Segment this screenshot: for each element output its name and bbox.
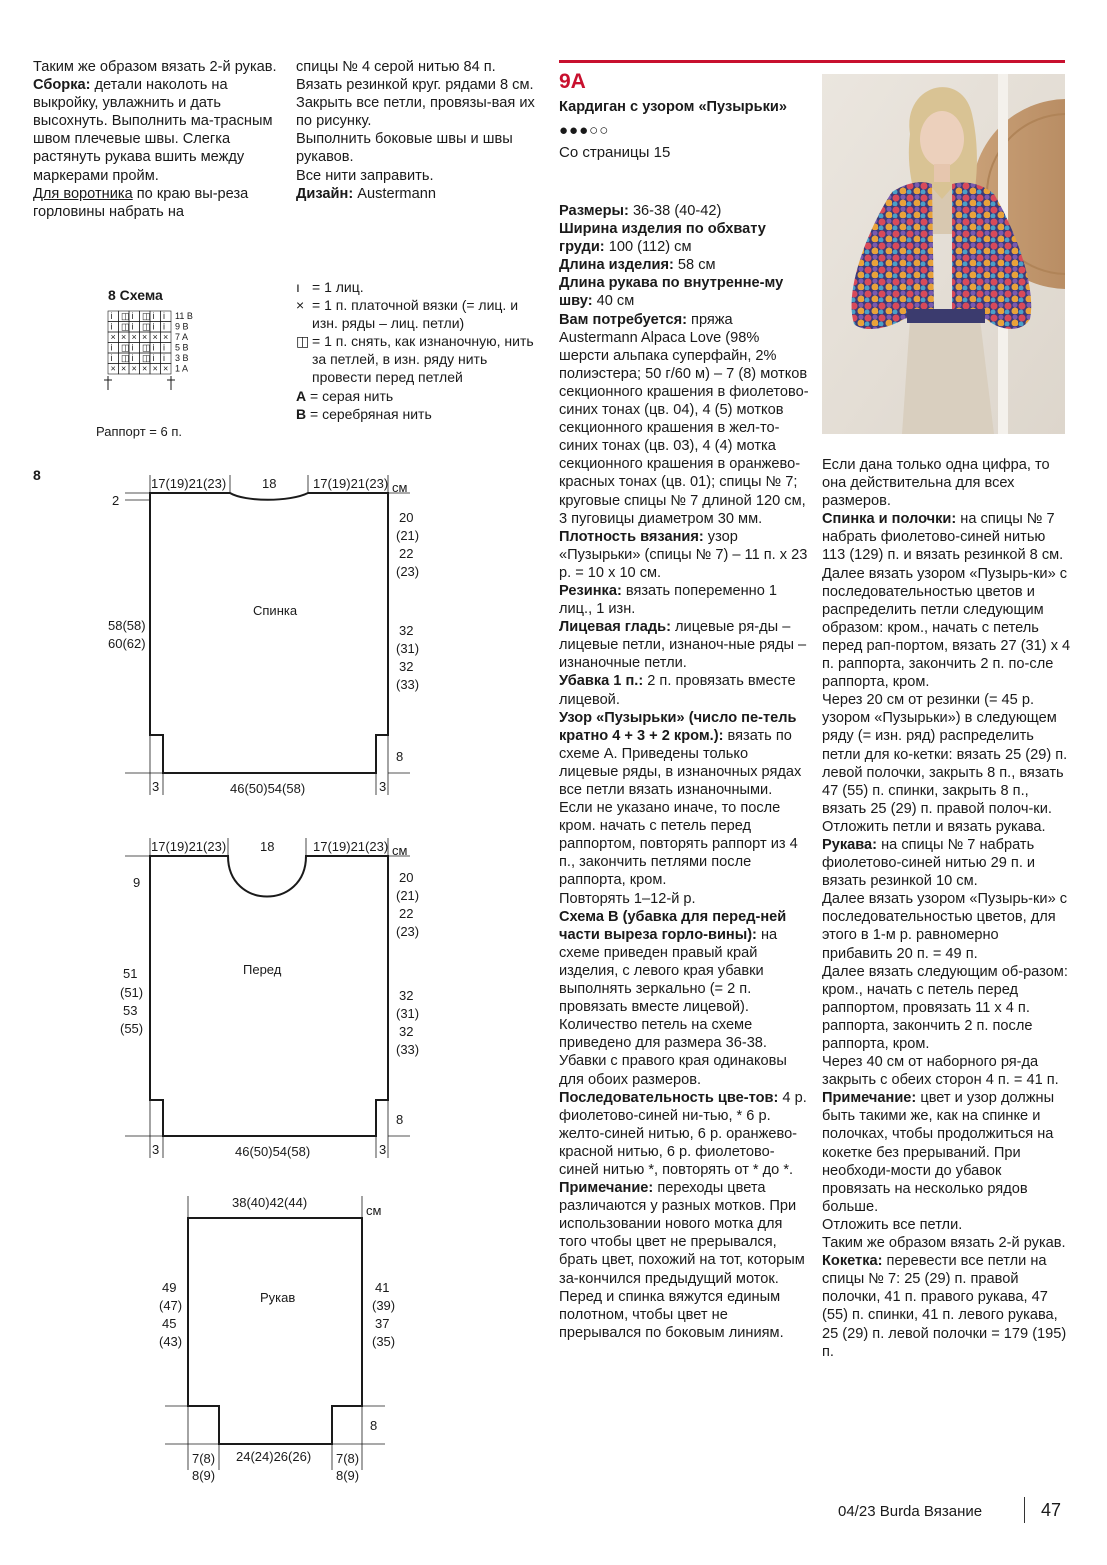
text: на схеме приведен правый край изделия, с левого края убавки выполнять зеркально (= 2 п. провязать вместе лицевой). Количество петель на схеме приведено для размера 36-38. Убавки с правого края одинаковы для обоих размеров.	[559, 926, 787, 1088]
front-height: 53	[123, 1003, 138, 1018]
label: Размеры:	[559, 203, 629, 219]
back-side: (31)	[396, 641, 420, 656]
text: по краю вы-реза горловины набрать на	[33, 185, 249, 220]
label: Длина рукава по внутренне-му шву:	[559, 275, 784, 310]
text-column-4	[822, 456, 1072, 1361]
text: вязать по схеме А. Приведены только лицевые ряды, в изнаночных рядах все петли вязать изнаночными. Если не указано иначе, то после кром. начать с петель перед раппортом, повторять раппорт из 4 п., закончить петлями после раппорта, кром.	[559, 727, 802, 889]
back-side: (33)	[396, 677, 420, 692]
text: Далее вязать узором «Пузырь-ки» с последовательностью цветов, для этого в 1-м р. равномерно прибавить 20 п. = 49 п.	[822, 891, 1068, 962]
chart-symbol: ◫	[142, 321, 151, 332]
paragraph	[822, 890, 1072, 962]
back-height: 60(62)	[108, 636, 146, 651]
article-number: 9A	[559, 70, 586, 93]
page-number: 47	[1041, 1500, 1062, 1520]
row-label: 7 A	[175, 332, 189, 342]
sleeve-length: (43)	[159, 1334, 183, 1349]
article-header	[559, 60, 809, 162]
label: Примечание:	[559, 1180, 654, 1197]
paragraph	[822, 836, 1072, 890]
paragraph	[559, 311, 809, 528]
paragraph	[559, 618, 809, 672]
paragraph	[559, 1089, 809, 1179]
legend-item	[296, 278, 546, 296]
paragraph	[559, 672, 809, 708]
sleeve-inseam: 37	[375, 1316, 390, 1331]
paragraph	[559, 908, 809, 1089]
back-side: 32	[399, 659, 414, 674]
legend-text: = серебряная нить	[310, 405, 432, 422]
text: Через 40 см от наборного ря-да закрыть с обеих сторон 4 п. = 41 п.	[822, 1054, 1059, 1089]
chart-symbol: ×	[121, 332, 127, 342]
front-neck-depth: 9	[133, 875, 141, 890]
paragraph	[559, 528, 809, 582]
front-side: 32	[399, 988, 414, 1003]
front-armhole: 20	[399, 870, 414, 885]
chart-symbol: i	[163, 311, 165, 321]
chart-symbol: ◫	[121, 311, 130, 321]
chart-legend	[296, 278, 546, 423]
paragraph	[296, 185, 546, 203]
footer-divider	[1024, 1497, 1025, 1523]
label: Ширина изделия по обхвату груди:	[559, 221, 766, 256]
front-side: (33)	[396, 1042, 420, 1057]
sleeve-bottom-right: 8(9)	[336, 1468, 360, 1483]
label: Рукава:	[822, 836, 878, 853]
knit-symbol: ı	[296, 279, 300, 295]
back-armhole: 20	[399, 510, 414, 525]
paragraph	[33, 76, 283, 185]
front-bottom-width: 46(50)54(58)	[235, 1144, 311, 1159]
magazine-name: Burda Вязание	[879, 1503, 983, 1520]
front-side: 32	[399, 1024, 414, 1039]
chart-symbol: i	[131, 342, 134, 353]
text: вязать попеременно 1 лиц., 1 изн.	[559, 582, 778, 618]
chart-symbol: i	[131, 311, 134, 321]
text: перевести все петли на спицы № 7: 25 (29) п. правой полочки, 41 п. правого рукава, 47 (55) п. спинки, 41 п. левого рукава, 25 (29) п. левой полочки = 179 (195) п.	[822, 1253, 1067, 1360]
text: Таким же образом вязать 2-й рукав.	[822, 1235, 1066, 1252]
text: 58 см	[673, 257, 716, 274]
label: Кокетка:	[822, 1253, 883, 1270]
chart-symbol: i	[152, 311, 155, 321]
legend-item	[296, 296, 546, 332]
label: Примечание:	[822, 1090, 917, 1107]
text-column-2	[296, 58, 546, 203]
rapport-label: Раппорт = 6 п.	[96, 424, 182, 439]
label: Последовательность цве-тов:	[559, 1089, 779, 1106]
back-height: 58(58)	[108, 618, 146, 633]
sleeve-bottom-left: 7(8)	[192, 1451, 216, 1466]
sleeve-inseam: (39)	[372, 1298, 396, 1313]
row-label: 1 A	[175, 363, 189, 374]
text: переходы цвета различаются у разных мотков. При использовании нового мотка для того чтобы цвет не прерывался, брать цвет, похожий на тот, которым за-кончился предыдущий моток. Перед и спинка вяжутся единым полотном, чтобы цвет не прерывался по боковым линиям.	[559, 1180, 805, 1341]
sleeve-top-width: 38(40)42(44)	[232, 1195, 308, 1210]
sleeve-length: 45	[162, 1316, 177, 1331]
paragraph	[822, 963, 1072, 1053]
unit-label: см	[392, 480, 408, 495]
chart-symbol: ◫	[121, 342, 130, 353]
sleeve-bottom-width: 24(24)26(26)	[236, 1449, 312, 1464]
color-key-a: A	[296, 387, 307, 404]
front-bottom-right: 3	[379, 1142, 387, 1157]
front-title: Перед	[243, 962, 282, 977]
paragraph	[559, 274, 809, 310]
text: 100 (112) см	[604, 239, 692, 256]
back-shoulder-left: 17(19)21(23)	[151, 476, 227, 491]
garter-symbol: ×	[296, 297, 305, 314]
paragraph	[822, 1053, 1072, 1089]
paragraph: Выполнить боковые швы и швы рукавов.	[296, 131, 513, 166]
text: 4 р. фиолетово-синей ни-тью, * 6 р. желто-синей нитью, 6 р. оранжево-красной нитью, 6 р. фиолетово-синей нитью *, повторять от * до *.	[559, 1089, 807, 1178]
chart-symbol: ×	[131, 363, 137, 374]
cardigan-photo	[822, 74, 1065, 434]
label: Вам потребуется:	[559, 311, 687, 328]
chart-symbol: ×	[163, 332, 169, 342]
chart-symbol: i	[110, 353, 113, 363]
text: Повторять 1–12-й р.	[559, 890, 696, 907]
chart-symbol: ×	[152, 363, 158, 374]
paragraph	[822, 691, 1072, 836]
label: Узор «Пузырьки» (число пе-тель кратно 4 + 3 + 2 кром.):	[559, 709, 797, 744]
text: Далее вязать следующим об-разом: кром., начать с петель перед раппортом, провязать 11 х 4 п. раппорта, закончить 2 п. после раппорта, кром.	[822, 963, 1068, 1052]
paragraph: спицы № 4 серой нитью 84 п. Вязать резинкой круг. рядами 8 см.	[296, 59, 534, 94]
paragraph	[33, 185, 283, 221]
back-bottom-right: 3	[379, 779, 387, 794]
front-armhole: 22	[399, 906, 414, 921]
text: 36-38 (40-42)	[628, 203, 722, 219]
sleeve-inseam: (35)	[372, 1334, 396, 1349]
front-armhole: (23)	[396, 924, 420, 939]
sleeve-length: (47)	[159, 1298, 183, 1313]
chart-symbol: i	[131, 353, 134, 363]
text: Отложить все петли.	[822, 1216, 963, 1233]
chart-symbol: ◫	[142, 342, 151, 353]
chart-symbol: i	[110, 321, 113, 332]
chart-symbol: i	[163, 321, 165, 332]
chart-symbol: i	[131, 321, 134, 332]
chart-symbol: i	[152, 342, 155, 353]
figure-label: 8	[33, 467, 41, 483]
back-shoulder-right: 17(19)21(23)	[313, 476, 389, 491]
front-height: (51)	[120, 985, 144, 1000]
front-armhole: (21)	[396, 888, 420, 903]
text-column-3	[559, 202, 809, 1342]
legend-item	[296, 387, 546, 405]
sleeve-length: 49	[162, 1280, 177, 1295]
back-neck-depth: 2	[112, 493, 120, 508]
front-side: (31)	[396, 1006, 420, 1021]
front-bottom-left: 3	[152, 1142, 160, 1157]
chart-symbol: ×	[163, 363, 169, 374]
label: Длина изделия:	[559, 257, 674, 274]
text: лицевые ря-ды – лицевые петли, изнаноч-ные ряды – изнаночные петли.	[559, 619, 807, 672]
paragraph	[559, 220, 809, 256]
text: Austermann	[353, 185, 436, 202]
chart-symbol: ◫	[142, 353, 151, 363]
paragraph	[822, 1234, 1072, 1252]
chart-symbol: i	[163, 342, 165, 353]
chart-symbol: i	[110, 342, 113, 353]
label: Спинка и полочки:	[822, 511, 957, 528]
article-title: Кардиган с узором «Пузырьки»	[559, 99, 787, 115]
sleeve-inseam: 41	[375, 1280, 390, 1295]
text: узор «Пузырьки» (спицы № 7) – 11 п. х 23 р. = 10 х 10 см.	[559, 528, 808, 581]
label: Лицевая гладь:	[559, 619, 671, 636]
back-neck-width: 18	[262, 476, 277, 491]
sleeve-rib: 8	[370, 1418, 378, 1433]
legend-item	[296, 405, 546, 423]
paragraph	[822, 1252, 1072, 1361]
text: детали наколоть на выкройку, увлажнить и дать высохнуть. Выполнить ма-трасным швом плечевые швы. Слегка растянуть рукава вшить между маркерами пройм.	[33, 77, 273, 184]
back-outline	[150, 493, 388, 773]
chart-symbol: i	[152, 353, 155, 363]
issue-number: 04/23	[838, 1503, 876, 1520]
back-rib: 8	[396, 749, 404, 764]
front-height: 51	[123, 966, 138, 981]
label: Резинка:	[559, 582, 622, 599]
text: 2 п. провязать вместе лицевой.	[559, 673, 796, 708]
back-title: Спинка	[253, 603, 298, 618]
label: Схема В (убавка для перед-ней части выреза горлo-вины):	[559, 908, 787, 943]
chart-symbol: ×	[121, 363, 127, 374]
text-column-1	[33, 58, 283, 221]
paragraph	[559, 1179, 809, 1342]
paragraph	[559, 709, 809, 890]
paragraph	[822, 510, 1072, 564]
chart-symbol: i	[152, 321, 155, 332]
front-neck-width: 18	[260, 839, 275, 854]
sleeve-bottom-right: 7(8)	[336, 1451, 360, 1466]
chart-symbol: ×	[110, 363, 116, 374]
back-side: 32	[399, 623, 414, 638]
paragraph	[559, 582, 809, 618]
label: Сборка:	[33, 77, 91, 94]
chart-symbol: ×	[131, 332, 137, 342]
chart-grid	[96, 309, 236, 444]
paragraph: Все нити заправить.	[296, 167, 434, 184]
paragraph: Закрыть все петли, провязы-вая их по рисунку.	[296, 95, 535, 130]
label: Дизайн:	[296, 185, 354, 202]
chart-symbol: i	[110, 311, 113, 321]
chart-title: 8 Схема	[108, 287, 163, 303]
back-bottom-left: 3	[152, 779, 160, 794]
row-label: 5 B	[175, 342, 189, 353]
paragraph	[822, 1216, 1072, 1234]
paragraph	[559, 202, 809, 220]
chart-symbol: ◫	[121, 353, 130, 363]
chart-symbol: ◫	[121, 321, 130, 332]
text: на спицы № 7 набрать фиолетово-синей нитью 29 п. и вязать резинкой 10 см.	[822, 836, 1036, 890]
row-label: 11 B	[175, 311, 193, 321]
paragraph	[822, 1089, 1072, 1216]
text: пряжа Austermann Alpaca Love (98% шерсти альпака суперфайн, 2% полиэстера; 50 г/60 м) – 7 (8) мотков секционного крашения в фиолетово-синих тонах (цв. 04), 4 (5) мотков секционного крашения в жел-то-синих тонах (цв. 03), 4 (4) мотка секционного крашения в оранжево-красных тонах (цв. 01); спицы № 7; круговые спицы № 7 длиной 120 см, 3 пуговицы диаметром 30 мм.	[559, 311, 809, 527]
sleeve-title: Рукав	[260, 1290, 296, 1305]
source-page: Со страницы 15	[559, 144, 671, 161]
slip-symbol: ◫	[296, 333, 310, 350]
text: Если дана только одна цифра, то она действительна для всех размеров.	[822, 457, 1050, 510]
front-shoulder-right: 17(19)21(23)	[313, 839, 389, 854]
text: цвет и узор должны быть такими же, как на спинке и полочках, чтобы продолжиться на кокетке без прерываний. При необходи-мости до убавок провязать на несколько рядов больше.	[822, 1090, 1055, 1215]
paragraph: Таким же образом вязать 2-й рукав.	[33, 59, 277, 75]
label: Плотность вязания:	[559, 528, 704, 545]
unit-label: см	[392, 843, 408, 858]
unit-label: см	[366, 1203, 382, 1218]
legend-text: = 1 п. платочной вязки (= лиц. и изн. ряды – лиц. петли)	[312, 297, 519, 332]
legend-text: = серая нить	[310, 387, 394, 404]
row-label: 3 B	[175, 353, 189, 363]
label: Убавка 1 п.:	[559, 673, 644, 690]
legend-text: = 1 лиц.	[312, 279, 364, 295]
chart-symbol: ×	[142, 363, 148, 374]
rapport-marker	[104, 376, 175, 390]
text: Далее вязать узором «Пузырь-ки» с последовательностью цветов и распределить петли следующим образом: кром., начать с петель перед рап-портом, вязать 27 (31) х 4 п. раппорта, закончить 2 п. по-сле раппорта, кром.	[822, 565, 1071, 691]
legend-item	[296, 332, 546, 386]
difficulty-rating: ●●●○○	[559, 122, 610, 139]
chart-symbol: ×	[110, 332, 116, 342]
paragraph	[559, 256, 809, 274]
back-armhole: (21)	[396, 528, 420, 543]
chart-symbol: i	[163, 353, 165, 363]
text: 40 см	[592, 293, 635, 310]
stitch-chart	[96, 287, 236, 444]
front-shoulder-left: 17(19)21(23)	[151, 839, 227, 854]
back-armhole: (23)	[396, 564, 420, 579]
paragraph	[822, 565, 1072, 692]
sleeve-outline	[188, 1218, 362, 1444]
row-label: 9 B	[175, 321, 189, 332]
chart-symbol: ◫	[142, 311, 151, 321]
legend-text: = 1 п. снять, как изнаночную, нить за петлей, в изн. ряду нить провести перед петлей	[312, 333, 534, 386]
front-outline	[150, 856, 388, 1136]
chart-symbol: ×	[142, 332, 148, 342]
back-bottom-width: 46(50)54(58)	[230, 781, 306, 796]
back-armhole: 22	[399, 546, 414, 561]
paragraph	[559, 890, 809, 908]
front-rib: 8	[396, 1112, 404, 1127]
text: Через 20 см от резинки (= 45 р. узором «Пузырьки») в следующем ряду (= изн. ряд) распределить петли для ко-кетки: вязать 25 (29) п. левой полочки, закрыть 8 п., вязать 47 (55) п. спинки, закрыть 8 п., вязать 25 (29) п. правой полоч-ки. Отложить петли и вязать рукава.	[822, 692, 1068, 835]
color-key-b: B	[296, 405, 307, 422]
label: Для воротника	[33, 185, 133, 202]
chart-symbol: ×	[152, 332, 158, 342]
text: на спицы № 7 набрать фиолетово-синей нитью 113 (129) п. и вязать резинкой 8 см.	[822, 511, 1064, 564]
front-height: (55)	[120, 1021, 144, 1036]
sleeve-bottom-left: 8(9)	[192, 1468, 216, 1483]
page-footer	[838, 1503, 982, 1520]
paragraph	[822, 456, 1072, 510]
